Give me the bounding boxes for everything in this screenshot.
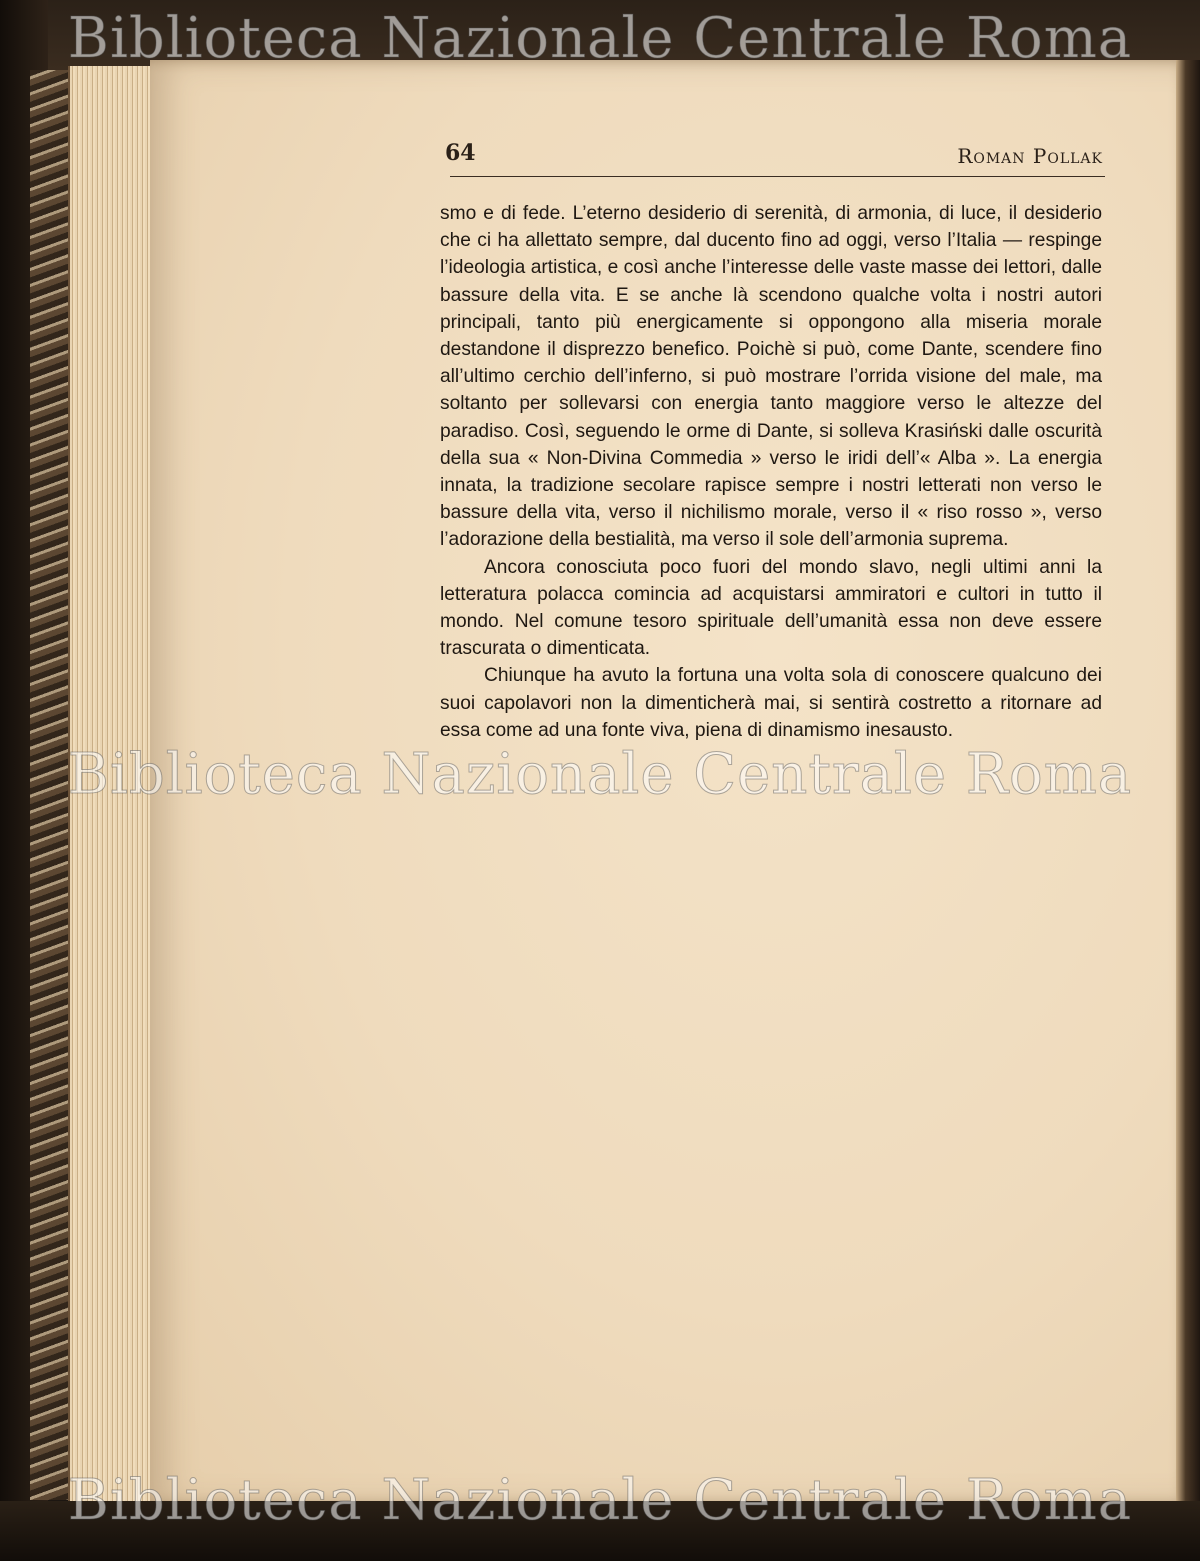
binding-right-edge — [1176, 60, 1200, 1505]
page-header — [445, 140, 1105, 180]
running-head: Roman Pollak — [957, 144, 1103, 168]
watermark-bottom: Biblioteca Nazionale Centrale Roma — [67, 1468, 1133, 1533]
watermark-middle: Biblioteca Nazionale Centrale Roma — [67, 742, 1133, 807]
marbled-endpaper — [30, 70, 72, 1500]
watermark-top: Biblioteca Nazionale Centrale Roma — [67, 6, 1133, 71]
paragraph: Ancora conosciuta poco fuori del mondo slavo, negli ultimi anni la letteratura polacca comincia ad acquistarsi ammiratori e cultori in tutto il mondo. Nel comune tesoro spirituale dell’umanità essa non deve essere trascurata o dimenticata. — [440, 556, 1102, 660]
body-text — [440, 200, 1102, 744]
page-number: 64 — [445, 140, 476, 166]
book-cover-bottom — [0, 1501, 1200, 1561]
header-rule — [450, 176, 1105, 177]
paragraph-continued: smo e di fede. L’eterno desiderio di serenità, di armonia, di luce, il desiderio che ci ha allettato sempre, dal ducento fino ad oggi, verso l’Italia — respinge l’ideologia artistica, e così anche l’interesse delle vaste masse dei lettori, dalle bassure della vita. E se anche là scendono qualche volta i nostri autori principali, tanto più energicamente si oppongono alla miseria morale destandone il disprezzo benefico. Poichè si può, come Dante, scendere fino all’ultimo cerchio dell’inferno, si può mostrare l’orrida visione del male, ma soltanto per sollevarsi con energia tanto maggiore verso le altezze del paradiso. Così, seguendo le orme di Dante, si solleva Krasiński dalle oscurità della sua « Non-Divina Commedia » verso le iridi dell’« Alba ». La energia innata, la tradizione secolare rapisce sempre i nostri letterati non verso le bassure della vita, verso il nichilismo morale, verso il « riso rosso », verso l’adorazione della bestialità, ma verso il sole dell’armonia suprema. — [440, 203, 1102, 551]
paragraph: Chiunque ha avuto la fortuna una volta sola di conoscere qualcuno dei suoi capolavori non la dimenticherà mai, si sentirà costretto a ritornare ad essa come ad una fonte viva, piena di dinamismo inesausto. — [440, 665, 1102, 741]
